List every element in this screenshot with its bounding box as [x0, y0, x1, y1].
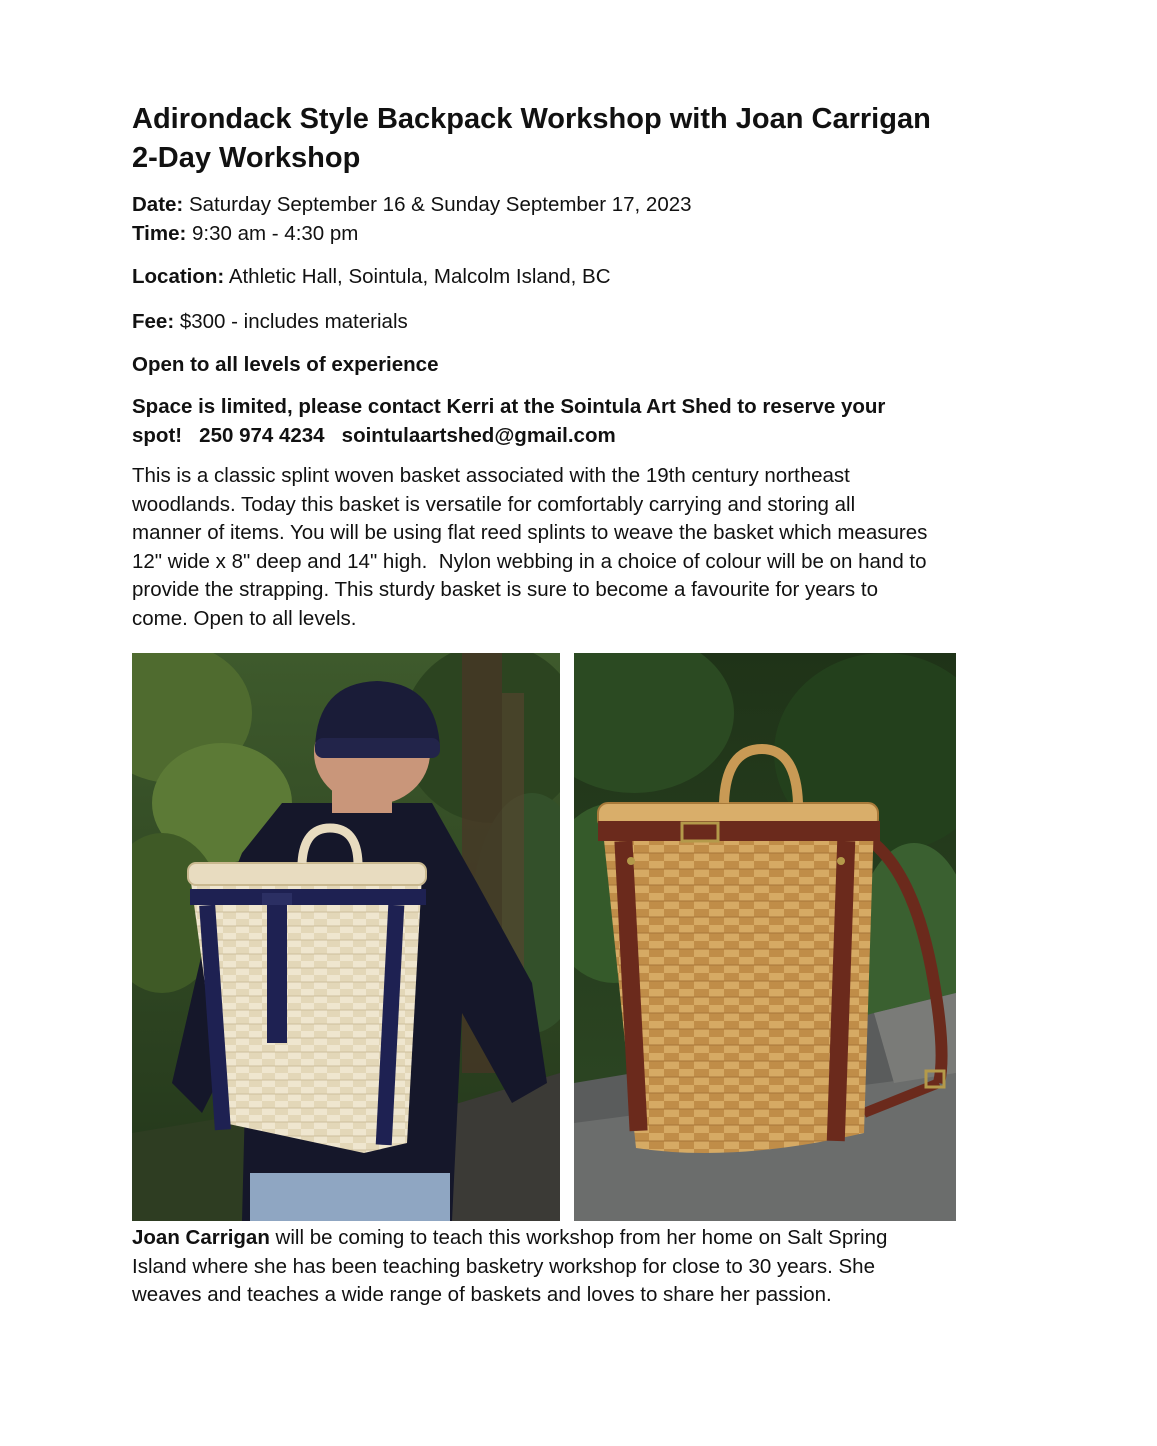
- title-line-1: Adirondack Style Backpack Workshop with Joan Carrigan: [132, 103, 931, 135]
- contact-line-1: Space is limited, please contact Kerri at the Sointula Art Shed to reserve your: [132, 395, 886, 418]
- description-line: come. Open to all levels.: [132, 606, 357, 630]
- description-line: manner of items. You will be using flat reed splints to weave the basket which measures: [132, 521, 928, 545]
- bio-line-1: will be coming to teach this workshop from her home on Salt Spring: [269, 1226, 888, 1249]
- fee-value: $300 - includes materials: [174, 310, 408, 333]
- photo-backpack-worn: [132, 653, 560, 1221]
- instructor-name: Joan Carrigan: [132, 1226, 270, 1249]
- date-value: Saturday September 16 & Sunday September 17, 2023: [183, 193, 692, 216]
- date-line: [132, 190, 1032, 219]
- flyer-content: [132, 100, 1032, 634]
- contact-note: [132, 392, 1032, 450]
- bio-line-3: weaves and teaches a wide range of baskets and loves to share her passion.: [132, 1283, 832, 1307]
- photo-backpack-closeup: [574, 653, 956, 1221]
- description-line: woodlands. Today this basket is versatile for comfortably carrying and storing all: [132, 492, 856, 516]
- fee-label: Fee:: [132, 310, 175, 333]
- title-line-2: 2-Day Workshop: [132, 142, 361, 174]
- location-line: [132, 262, 1032, 291]
- time-value: 9:30 am - 4:30 pm: [186, 222, 359, 245]
- description-line: This is a classic splint woven basket associated with the 19th century northeast: [132, 464, 850, 487]
- page-title: [132, 100, 1032, 178]
- fee-line: [132, 307, 1032, 336]
- time-line: [132, 219, 1032, 248]
- time-label: Time:: [132, 222, 187, 245]
- contact-line-2: spot! 250 974 4234 sointulaartshed@gmail.com: [132, 424, 616, 447]
- bio-line-2: Island where she has been teaching basketry workshop for close to 30 years. She: [132, 1254, 875, 1278]
- photo-row: [132, 653, 956, 1221]
- location-label: Location:: [132, 265, 225, 288]
- location-value: Athletic Hall, Sointula, Malcolm Island, BC: [224, 265, 611, 288]
- open-levels-note: Open to all levels of experience: [132, 353, 439, 376]
- date-label: Date:: [132, 193, 184, 216]
- description-line: provide the strapping. This sturdy basket is sure to become a favourite for years to: [132, 578, 878, 602]
- description: [132, 462, 1032, 634]
- instructor-bio: [132, 1224, 1022, 1310]
- description-line: 12" wide x 8" deep and 14" high. Nylon webbing in a choice of colour will be on hand to: [132, 549, 927, 573]
